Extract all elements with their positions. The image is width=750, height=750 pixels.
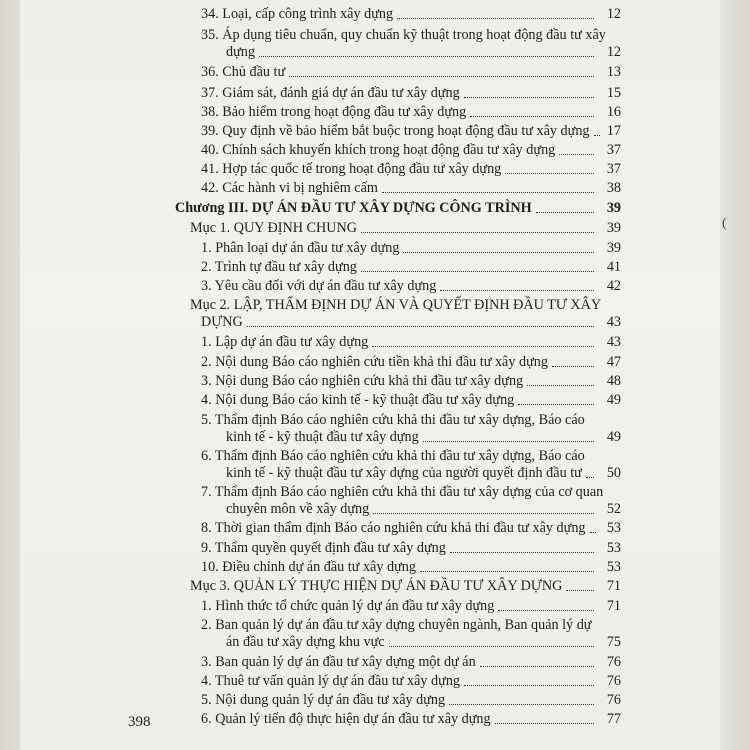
toc-entry-m2-7-cont[interactable]: chuyên môn về xây dựng 52 <box>226 501 621 517</box>
facing-page-edge-glyph: ( <box>722 216 727 231</box>
page-number: 77 <box>606 711 621 727</box>
toc-entry-m2-8[interactable]: 8. Thời gian thẩm định Báo cáo nghiên cứu khả thi đầu tư xây dựng 53 <box>201 520 621 536</box>
toc-entry-m1-1[interactable]: 1. Phân loại dự án đầu tư xây dựng 39 <box>201 240 621 256</box>
page-number: 49 <box>606 392 621 408</box>
page-number: 42 <box>606 278 621 294</box>
toc-entry-m3-4[interactable]: 4. Thuê tư vấn quản lý dự án đầu tư xây dựng 76 <box>201 673 621 689</box>
toc-entry-m1-3[interactable]: 3. Yêu cầu đối với dự án đầu tư xây dựng 42 <box>201 278 621 294</box>
page-number: 37 <box>606 142 621 158</box>
page-number: 39 <box>606 220 621 236</box>
toc-entry-m2-2[interactable]: 2. Nội dung Báo cáo nghiên cứu tiền khả thi đầu tư xây dựng 47 <box>201 354 621 370</box>
section-heading-muc-2[interactable]: Mục 2. LẬP, THẨM ĐỊNH DỰ ÁN VÀ QUYẾT ĐỊNH ĐẦU TƯ XÂY <box>190 297 602 313</box>
chapter-heading[interactable]: Chương III. DỰ ÁN ĐẦU TƯ XÂY DỰNG CÔNG TRÌNH 39 <box>175 200 621 216</box>
page-number: 52 <box>606 501 621 517</box>
toc-entry-m2-5[interactable]: 5. Thẩm định Báo cáo nghiên cứu khả thi đầu tư xây dựng, Báo cáo <box>201 412 585 428</box>
page-number: 76 <box>606 692 621 708</box>
page-number: 12 <box>606 44 621 60</box>
page-number: 13 <box>606 64 621 80</box>
toc-entry-m3-1[interactable]: 1. Hình thức tổ chức quản lý dự án đầu tư xây dựng 71 <box>201 598 621 614</box>
toc-entry-36[interactable]: 36. Chủ đầu tư 13 <box>201 64 621 80</box>
toc-entry-m2-5-cont[interactable]: kinh tế - kỹ thuật đầu tư xây dựng 49 <box>226 429 621 445</box>
toc-entry-m2-6[interactable]: 6. Thẩm định Báo cáo nghiên cứu khả thi đầu tư xây dựng, Báo cáo <box>201 448 585 464</box>
toc-entry-m3-2[interactable]: 2. Ban quản lý dự án đầu tư xây dựng chuyên ngành, Ban quản lý dự <box>201 617 592 633</box>
toc-entry-m3-2-cont[interactable]: án đầu tư xây dựng khu vực 75 <box>226 634 621 650</box>
toc-entry-m2-9[interactable]: 9. Thẩm quyền quyết định đầu tư xây dựng 53 <box>201 540 621 556</box>
page-number: 37 <box>606 161 621 177</box>
toc-entry-m1-2[interactable]: 2. Trình tự đầu tư xây dựng 41 <box>201 259 621 275</box>
page-number: 53 <box>606 540 621 556</box>
toc-entry-42[interactable]: 42. Các hành vi bị nghiêm cấm 38 <box>201 180 621 196</box>
page-number: 75 <box>606 634 621 650</box>
section-heading-muc-3[interactable]: Mục 3. QUẢN LÝ THỰC HIỆN DỰ ÁN ĐẦU TƯ XÂY DỰNG 71 <box>190 578 621 594</box>
page-number: 49 <box>606 429 621 445</box>
page-number: 71 <box>606 598 621 614</box>
toc-entry-m2-1[interactable]: 1. Lập dự án đầu tư xây dựng 43 <box>201 334 621 350</box>
toc-entry-m2-3[interactable]: 3. Nội dung Báo cáo nghiên cứu khả thi đầu tư xây dựng 48 <box>201 373 621 389</box>
toc-entry-41[interactable]: 41. Hợp tác quốc tế trong hoạt động đầu tư xây dựng 37 <box>201 161 621 177</box>
page-number: 43 <box>606 314 621 330</box>
page-number: 39 <box>606 240 621 256</box>
page-number: 17 <box>606 123 621 139</box>
page-number: 76 <box>606 673 621 689</box>
page-number: 41 <box>606 259 621 275</box>
section-heading-muc-1[interactable]: Mục 1. QUY ĐỊNH CHUNG 39 <box>190 220 621 236</box>
toc-entry-m3-6[interactable]: 6. Quản lý tiến độ thực hiện dự án đầu tư xây dựng 77 <box>201 711 621 727</box>
page-number: 50 <box>606 465 621 481</box>
toc-entry-35[interactable]: 35. Áp dụng tiêu chuẩn, quy chuẩn kỹ thuật trong hoạt động đầu tư xây <box>201 27 606 43</box>
page-number: 12 <box>606 6 621 22</box>
page-number: 38 <box>606 180 621 196</box>
page-number: 71 <box>606 578 621 594</box>
page-number: 53 <box>606 559 621 575</box>
toc-entry-38[interactable]: 38. Bảo hiểm trong hoạt động đầu tư xây dựng 16 <box>201 104 621 120</box>
page-number: 15 <box>606 85 621 101</box>
toc-entry-35-cont[interactable]: dựng 12 <box>226 44 621 60</box>
page-number: 48 <box>606 373 621 389</box>
page-number: 16 <box>606 104 621 120</box>
page-number: 47 <box>606 354 621 370</box>
section-heading-muc-2-cont[interactable]: DỰNG 43 <box>201 314 621 330</box>
toc-entry-m2-7[interactable]: 7. Thẩm định Báo cáo nghiên cứu khả thi đầu tư xây dựng của cơ quan <box>201 484 604 500</box>
toc-entry-m2-4[interactable]: 4. Nội dung Báo cáo kinh tế - kỹ thuật đầu tư xây dựng 49 <box>201 392 621 408</box>
page-number: 43 <box>606 334 621 350</box>
page-number: 76 <box>606 654 621 670</box>
toc-entry-m3-5[interactable]: 5. Nội dung quản lý dự án đầu tư xây dựng 76 <box>201 692 621 708</box>
toc-entry-39[interactable]: 39. Quy định về bảo hiểm bắt buộc trong hoạt động đầu tư xây dựng 17 <box>201 123 621 139</box>
folio-page-number: 398 <box>128 714 151 730</box>
toc-entry-m3-3[interactable]: 3. Ban quản lý dự án đầu tư xây dựng một dự án 76 <box>201 654 621 670</box>
toc-entry-40[interactable]: 40. Chính sách khuyến khích trong hoạt động đầu tư xây dựng 37 <box>201 142 621 158</box>
toc-entry-m2-10[interactable]: 10. Điều chỉnh dự án đầu tư xây dựng 53 <box>201 559 621 575</box>
page-number: 53 <box>606 520 621 536</box>
toc-entry-m2-6-cont[interactable]: kinh tế - kỹ thuật đầu tư xây dựng của người quyết định đầu tư 50 <box>226 465 621 481</box>
toc-entry-34[interactable]: 34. Loại, cấp công trình xây dựng 12 <box>201 6 621 22</box>
page-number: 39 <box>606 200 621 216</box>
toc-entry-37[interactable]: 37. Giám sát, đánh giá dự án đầu tư xây dựng 15 <box>201 85 621 101</box>
